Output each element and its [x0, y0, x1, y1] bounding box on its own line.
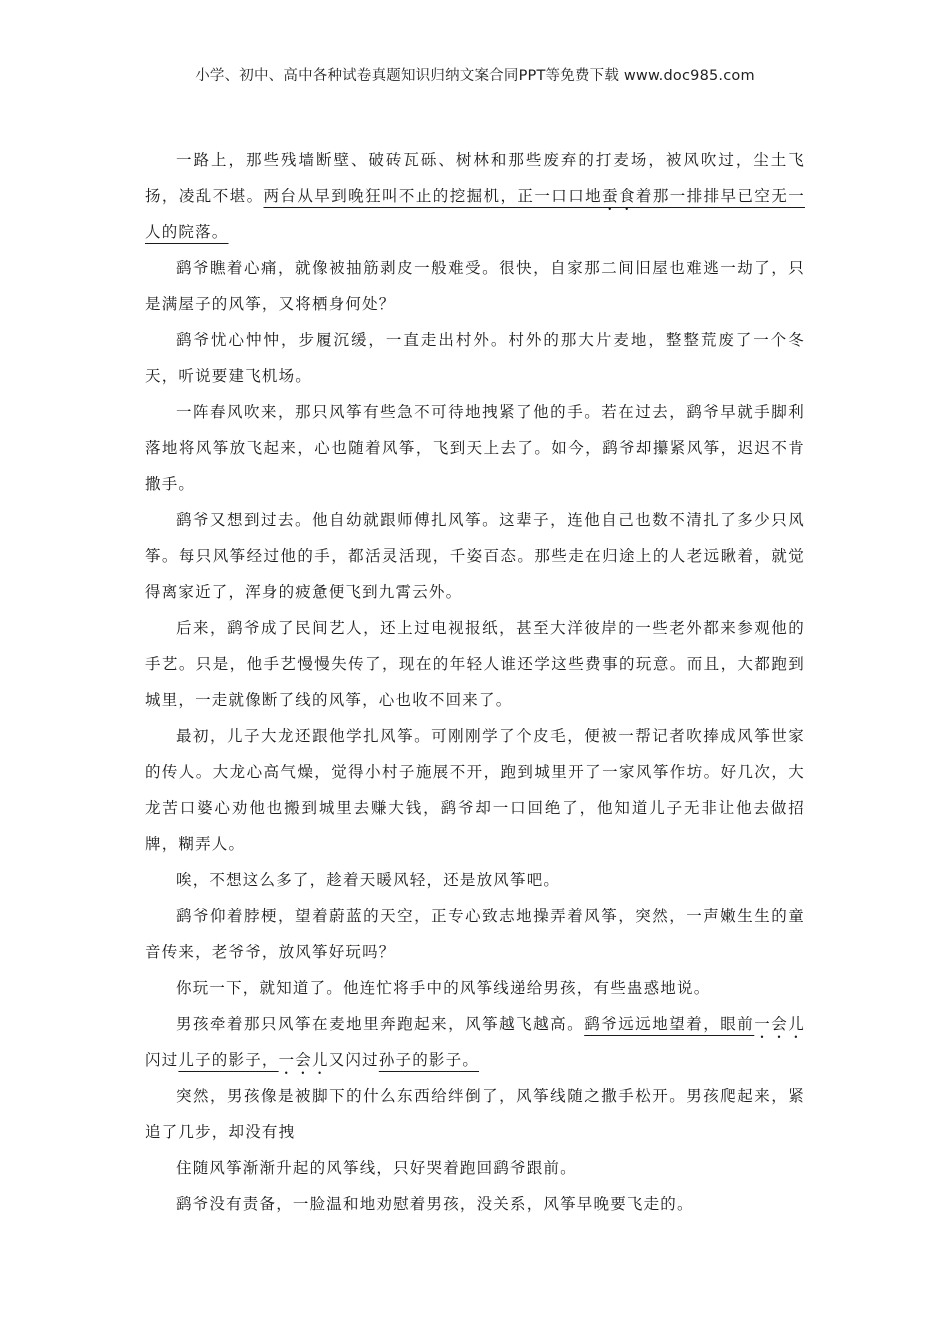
p11-underlined-son: 儿子的影子，	[178, 1051, 279, 1069]
paragraph-4: 一阵春风吹来，那只风筝有些急不可待地拽紧了他的手。若在过去，鹞爷早就手脚利落地将风筝放飞起来，心也随着风筝，飞到天上去了。如今，鹞爷却攥紧风筝，迟迟不肯撒手。	[145, 403, 805, 493]
p11-underlined-grandson: 孙子的影子。	[378, 1051, 480, 1069]
paragraph-1	[145, 142, 805, 250]
paragraph-11: 男孩牵着那只风筝在麦地里奔跑起来，风筝越飞越高。鹞爷远远地望着，眼前一会儿闪过儿子的影子，一会儿又闪过孙子的影子。	[145, 1015, 805, 1069]
p11-emphasized-1: 一会儿	[754, 1015, 805, 1033]
p1-text: 一路上，那些残墙断壁、破砖瓦砾、树林和那些废弃的打麦场，被风吹过，尘土飞扬，凌乱不堪。	[145, 151, 805, 205]
article-body	[145, 142, 805, 1222]
paragraph-7: 最初，儿子大龙还跟他学扎风筝。可刚刚学了个皮毛，便被一帮记者吹捧成风筝世家的传人。大龙心高气燥，觉得小村子施展不开，跑到城里开了一家风筝作坊。好几次，大龙苦口婆心劝他也搬到城里去赚大钱，鹞爷却一口回绝了，他知道儿子无非让他去做招牌，糊弄人。	[145, 727, 805, 853]
p11-underlined-phrase: 鹞爷远远地望着，眼前	[584, 1015, 755, 1033]
paragraph-6: 后来，鹞爷成了民间艺人，还上过电视报纸，甚至大洋彼岸的一些老外都来参观他的手艺。只是，他手艺慢慢失传了，现在的年轻人谁还学这些费事的玩意。而且，大都跑到城里，一走就像断了线的风筝，心也收不回来了。	[145, 619, 805, 709]
p1-underlined-sentence: 两台从早到晚狂叫不止的挖掘机，正一口口地蚕食着那一排排早已空无一人的院落。	[145, 187, 805, 241]
p1-emphasized-word: 蚕食	[602, 187, 636, 205]
paragraph-13: 住随风筝渐渐升起的风筝线，只好哭着跑回鹞爷跟前。	[176, 1159, 577, 1177]
p11-emphasized-2: 一会儿	[278, 1051, 329, 1069]
paragraph-9: 鹞爷仰着脖梗，望着蔚蓝的天空，正专心致志地操弄着风筝，突然，一声嫩生生的童音传来，老爷爷，放风筝好玩吗？	[145, 907, 805, 961]
paragraph-2: 鹞爷瞧着心痛，就像被抽筋剥皮一般难受。很快，自家那二间旧屋也难逃一劫了，只是满屋子的风筝，又将栖身何处？	[145, 259, 805, 313]
paragraph-14: 鹞爷没有责备，一脸温和地劝慰着男孩，没关系，风筝早晚要飞走的。	[176, 1195, 694, 1213]
paragraph-3: 鹞爷忧心忡忡，步履沉缓，一直走出村外。村外的那大片麦地，整整荒废了一个冬天，听说要建飞机场。	[145, 331, 805, 385]
paragraph-12: 突然，男孩像是被脚下的什么东西给绊倒了，风筝线随之撒手松开。男孩爬起来，紧追了几步，却没有拽	[145, 1087, 805, 1141]
paragraph-5: 鹞爷又想到过去。他自幼就跟师傅扎风筝。这辈子，连他自己也数不清扎了多少只风筝。每只风筝经过他的手，都活灵活现，千姿百态。那些走在归途上的人老远瞅着，就觉得离家近了，浑身的疲惫便飞到九霄云外。	[145, 511, 805, 601]
paragraph-10: 你玩一下，就知道了。他连忙将手中的风筝线递给男孩，有些蛊惑地说。	[176, 979, 711, 997]
page-header: 小学、初中、高中各种试卷真题知识归纳文案合同PPT等免费下载 www.doc985.com	[195, 68, 755, 84]
paragraph-8: 唉，不想这么多了，趁着天暖风轻，还是放风筝吧。	[176, 871, 561, 889]
